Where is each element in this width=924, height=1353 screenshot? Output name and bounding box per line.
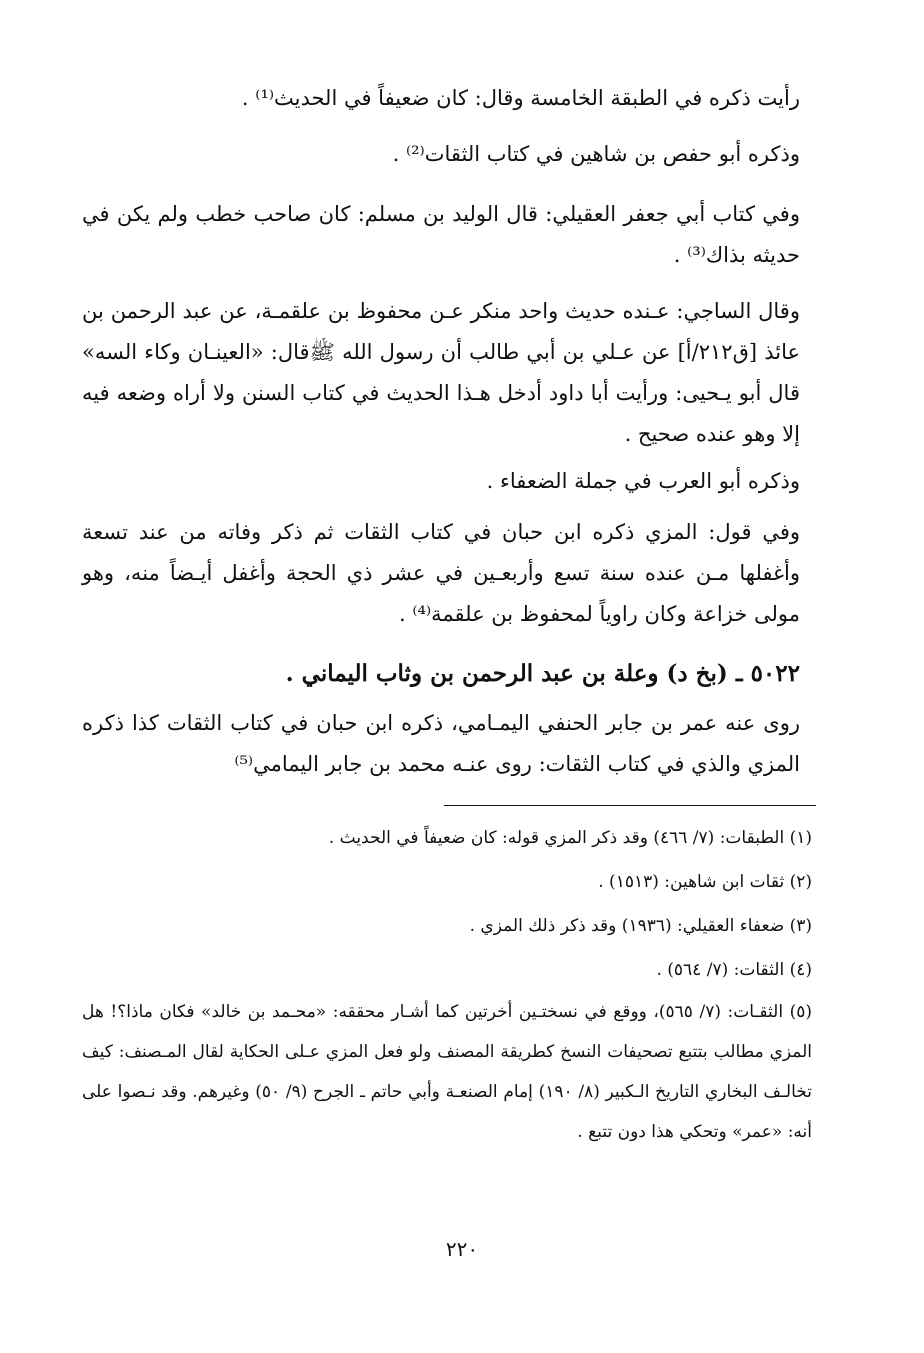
entry-paragraph: روى عنه عمر بن جابر الحنفي اليمـامي، ذكره ابن حبان في كتاب الثقات كذا ذكره المزي والذي في كتاب الثقات: روى عنـه محمد بن جابر اليمامي⁽⁵⁾ <box>82 711 800 776</box>
footnote-5: (٥) الثقـات: (٧/ ٥٦٥)، ووقع في نسختـين أخرتين كما أشـار محققه: «محـمد بن خالد» فكان ماذا؟! هل المزي مطالب بتتبع تصحيفات النسخ كطريقة المصنف ولو فعل المزي عـلى الحكاية لقال المـصنف: كيف تخالـف البخاري التاريخ الـكبير (٨/ ١٩٠) إمام الصنعـة وأبي حاتم ـ الجرح (٩/ ٥٠) وغيرهم. وقد نـصوا على أنه: «عمر» وتحكي هذا دون تتبع . <box>82 1002 812 1142</box>
page-number: ٢٢٠ <box>445 1237 479 1261</box>
footnote-1: (١) الطبقات: (٧/ ٤٦٦) وقد ذكر المزي قوله: كان ضعيفاً في الحديث . <box>328 828 812 848</box>
footnote-divider <box>444 805 816 806</box>
entry-heading: ٥٠٢٢ ـ (بخ د) وعلة بن عبد الرحمن بن وثاب اليماني . <box>285 660 800 687</box>
paragraph-abu-al-arab: وذكره أبو العرب في جملة الضعفاء . <box>486 469 800 493</box>
paragraph-uqayli: وفي كتاب أبي جعفر العقيلي: قال الوليد بن مسلم: كان صاحب خطب ولم يكن في حديثه بذاك⁽³⁾ . <box>82 202 800 267</box>
footnote-4: (٤) الثقات: (٧/ ٥٦٤) . <box>656 960 812 980</box>
paragraph-saji: وقال الساجي: عـنده حديث واحد منكر عـن محفوظ بن علقمـة، عن عبد الرحمن بن عائذ [ق٢١٢/أ] عن عـلي بن أبي طالب أن رسول الله ﷺقال: «العينـان وكاء السه» قال أبو يـحيى: ورأيت أبا داود أدخل هـذا الحديث في كتاب السنن ولا أراه وضعه فيه إلا وهو عنده صحيح . <box>82 299 800 446</box>
footnote-2: (٢) ثقات ابن شاهين: (١٥١٣) . <box>598 872 812 892</box>
paragraph-tabaqat: رأيت ذكره في الطبقة الخامسة وقال: كان ضعيفاً في الحديث⁽¹⁾ . <box>241 86 800 110</box>
paragraph-mizzi-note: وفي قول: المزي ذكره ابن حبان في كتاب الثقات ثم ذكر وفاته من عند تسعة وأغفلها مـن عنده سنة تسع وأربعـين في عشر ذي الحجة وأغفل أيـضاً منه، وهو مولى خزاعة وكان راوياً لمحفوظ بن علقمة⁽⁴⁾ . <box>82 520 800 626</box>
footnote-3: (٣) ضعفاء العقيلي: (١٩٣٦) وقد ذكر ذلك المزي . <box>469 916 812 936</box>
paragraph-ibn-shahin: وذكره أبو حفص بن شاهين في كتاب الثقات⁽²⁾ . <box>392 142 800 166</box>
